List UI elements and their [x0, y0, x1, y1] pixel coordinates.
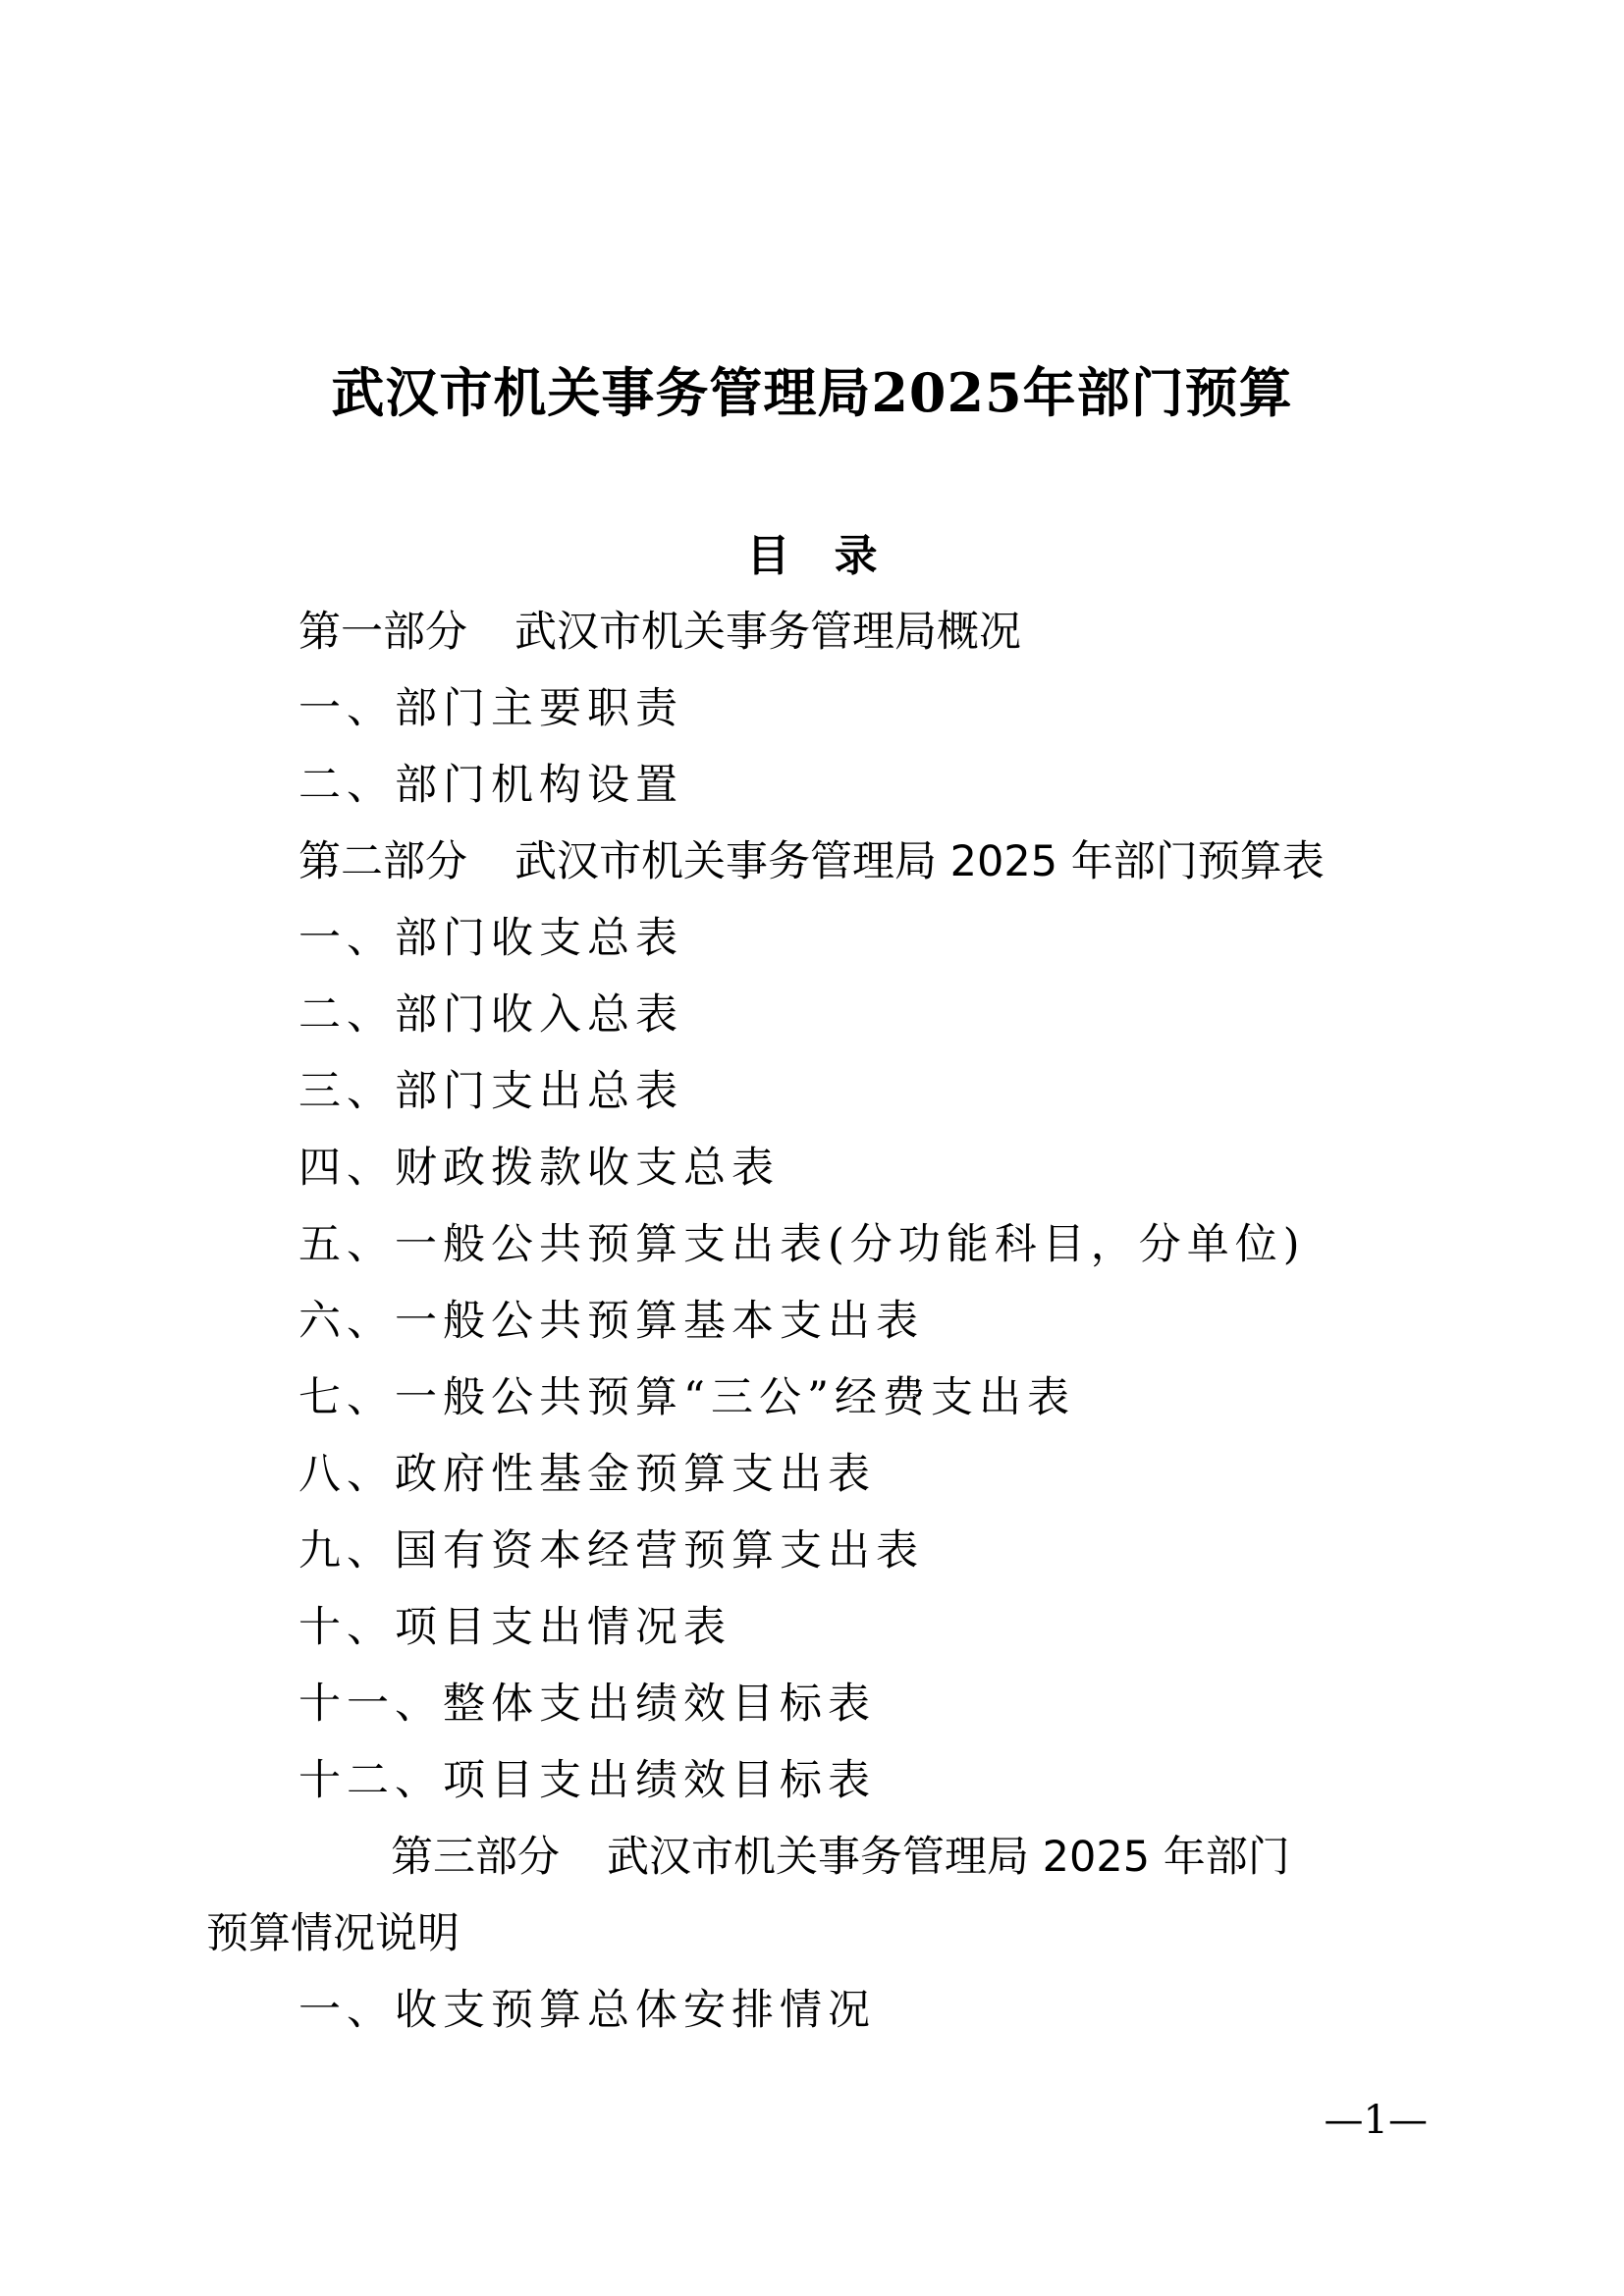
toc-item: 一、部门收支总表 [298, 914, 683, 963]
part-title: 武汉市机关事务管理局概况 [514, 608, 1021, 657]
page-number: —1— [1324, 2098, 1428, 2143]
toc-item: 二、部门收入总表 [298, 990, 683, 1040]
toc-heading: 目 录 [746, 531, 878, 581]
part-number: 第一部分 [298, 608, 467, 657]
toc-part-1 [0, 594, 1624, 670]
part-heading-wrap [206, 1819, 1331, 1972]
toc-item: 六、一般公共预算基本支出表 [298, 1297, 924, 1346]
toc-item: 七、一般公共预算“三公”经费支出表 [298, 1373, 1075, 1422]
table-of-contents [0, 594, 1624, 2049]
part-title: 武汉市机关事务管理局 2025 年部门预算情况说明 [206, 1833, 1290, 1958]
document-title: 武汉市机关事务管理局2025年部门预算 [331, 361, 1293, 424]
toc-item: 九、国有资本经营预算支出表 [298, 1526, 924, 1575]
toc-item: 十、项目支出情况表 [298, 1603, 731, 1652]
part-number: 第三部分 [391, 1833, 560, 1882]
toc-item: 一、收支预算总体安排情况 [298, 1986, 876, 2035]
part-title: 武汉市机关事务管理局 2025 年部门预算表 [514, 837, 1325, 886]
toc-part-3 [0, 1819, 1624, 1972]
toc-part-2 [0, 824, 1624, 900]
toc-item: 二、部门机构设置 [298, 761, 683, 810]
toc-item: 五、一般公共预算支出表(分功能科目，分单位) [298, 1220, 1306, 1269]
toc-item: 一、部门主要职责 [298, 684, 683, 733]
toc-item: 八、政府性基金预算支出表 [298, 1450, 876, 1499]
toc-item: 十二、项目支出绩效目标表 [298, 1756, 876, 1805]
toc-item: 四、财政拨款收支总表 [298, 1144, 780, 1193]
toc-item: 十一、整体支出绩效目标表 [298, 1680, 876, 1729]
part-number: 第二部分 [298, 837, 467, 886]
toc-item: 三、部门支出总表 [298, 1067, 683, 1116]
